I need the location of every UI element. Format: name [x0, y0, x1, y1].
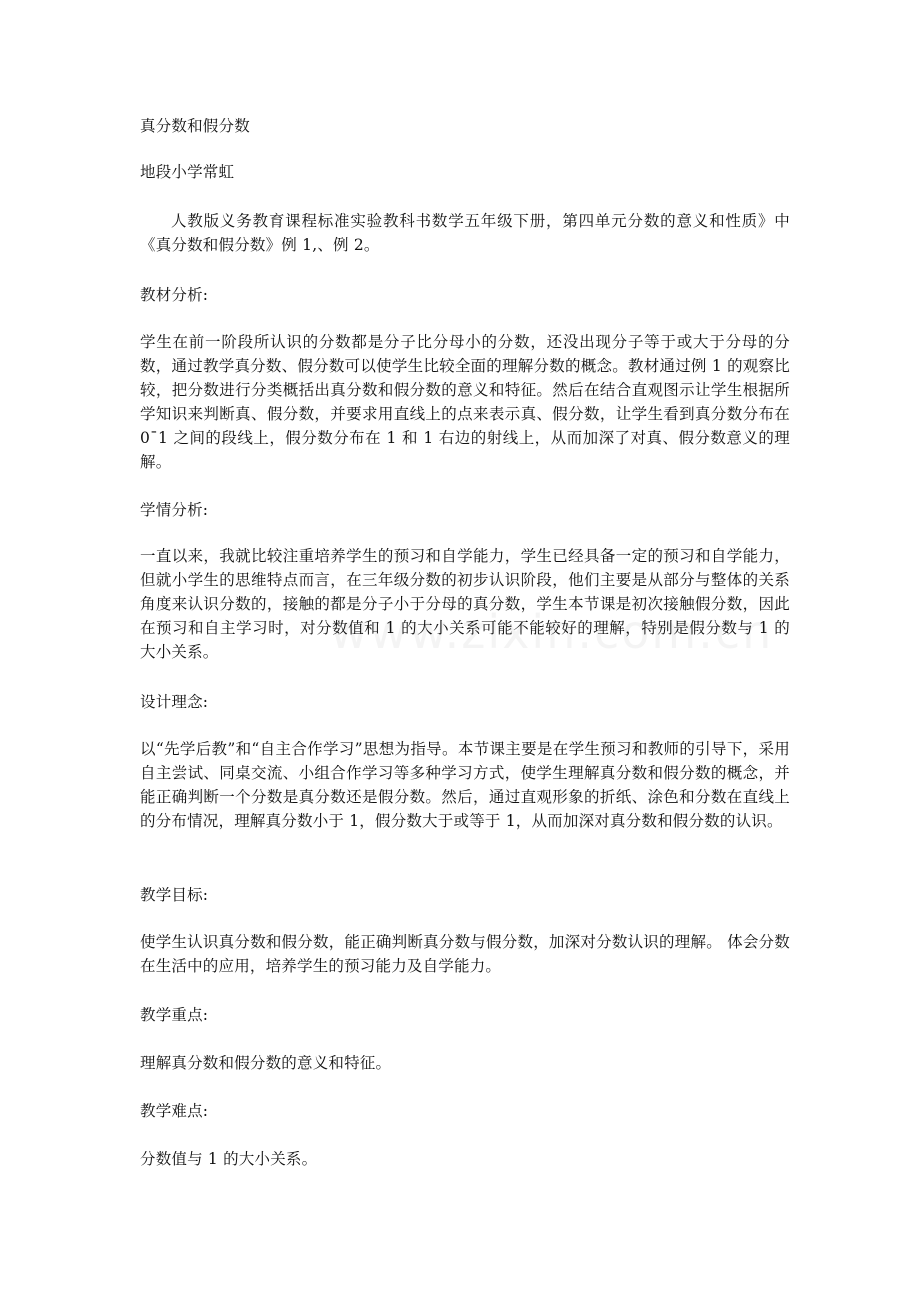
document-title: 真分数和假分数 — [140, 117, 250, 135]
section-heading-textbook-analysis: 教材分析: — [140, 286, 209, 304]
section-body-teaching-goals: 使学生认识真分数和假分数，能正确判断真分数与假分数，加深对分数认识的理解。 体会分数在生活中的应用，培养学生的预习能力及自学能力。 — [140, 933, 790, 975]
document-author: 地段小学常虹 — [140, 163, 235, 181]
section-body-key-points: 理解真分数和假分数的意义和特征。 — [140, 1054, 392, 1072]
section-body-design-concept: 以“先学后教”和“自主合作学习”思想为指导。本节课主要是在学生预习和教师的引导下，采用自主尝试、同桌交流、小组合作学习等多种学习方式，使学生理解真分数和假分数的概念，并能正确判断一个分数是真分数还是假分数。然后，通过直观形象的折纸、涂色和分数在直线上的分布情况，理解真分数小于 1，假分数大于或等于 1，从而加深对真分数和假分数的认识。 — [140, 740, 790, 830]
section-heading-key-points: 教学重点: — [140, 1006, 209, 1024]
section-body-difficult-points: 分数值与 1 的大小关系。 — [140, 1150, 318, 1168]
section-body-student-analysis: 一直以来，我就比较注重培养学生的预习和自学能力，学生已经具备一定的预习和自学能力，但就小学生的思维特点而言，在三年级分数的初步认识阶段，他们主要是从部分与整体的关系角度来认识分数的，接触的都是分子小于分母的真分数，学生本节课是初次接触假分数，因此在预习和自主学习时，对分数值和 1 的大小关系可能不能较好的理解，特别是假分数与 1 的大小关系。 — [140, 547, 790, 661]
section-heading-difficult-points: 教学难点: — [140, 1102, 209, 1120]
section-heading-design-concept: 设计理念: — [140, 693, 209, 711]
section-heading-teaching-goals: 教学目标: — [140, 886, 209, 904]
section-heading-student-analysis: 学情分析: — [140, 501, 209, 519]
intro-paragraph: 人教版义务教育课程标准实验教科书数学五年级下册，第四单元分数的意义和性质》中《真分数和假分数》例 1,、例 2。 — [140, 212, 790, 254]
section-body-textbook-analysis: 学生在前一阶段所认识的分数都是分子比分母小的分数，还没出现分子等于或大于分母的分数，通过教学真分数、假分数可以使学生比较全面的理解分数的概念。教材通过例 1 的观察比较，把分数进行分类概括出真分数和假分数的意义和特征。然后在结合直观图示让学生根据所学知识来判断真、假分数，并要求用直线上的点来表示真、假分数，让学生看到真分数分布在 0¯1 之间的段线上，假分数分布在 1 和 1 右边的射线上，从而加深了对真、假分数意义的理解。 — [140, 333, 790, 471]
